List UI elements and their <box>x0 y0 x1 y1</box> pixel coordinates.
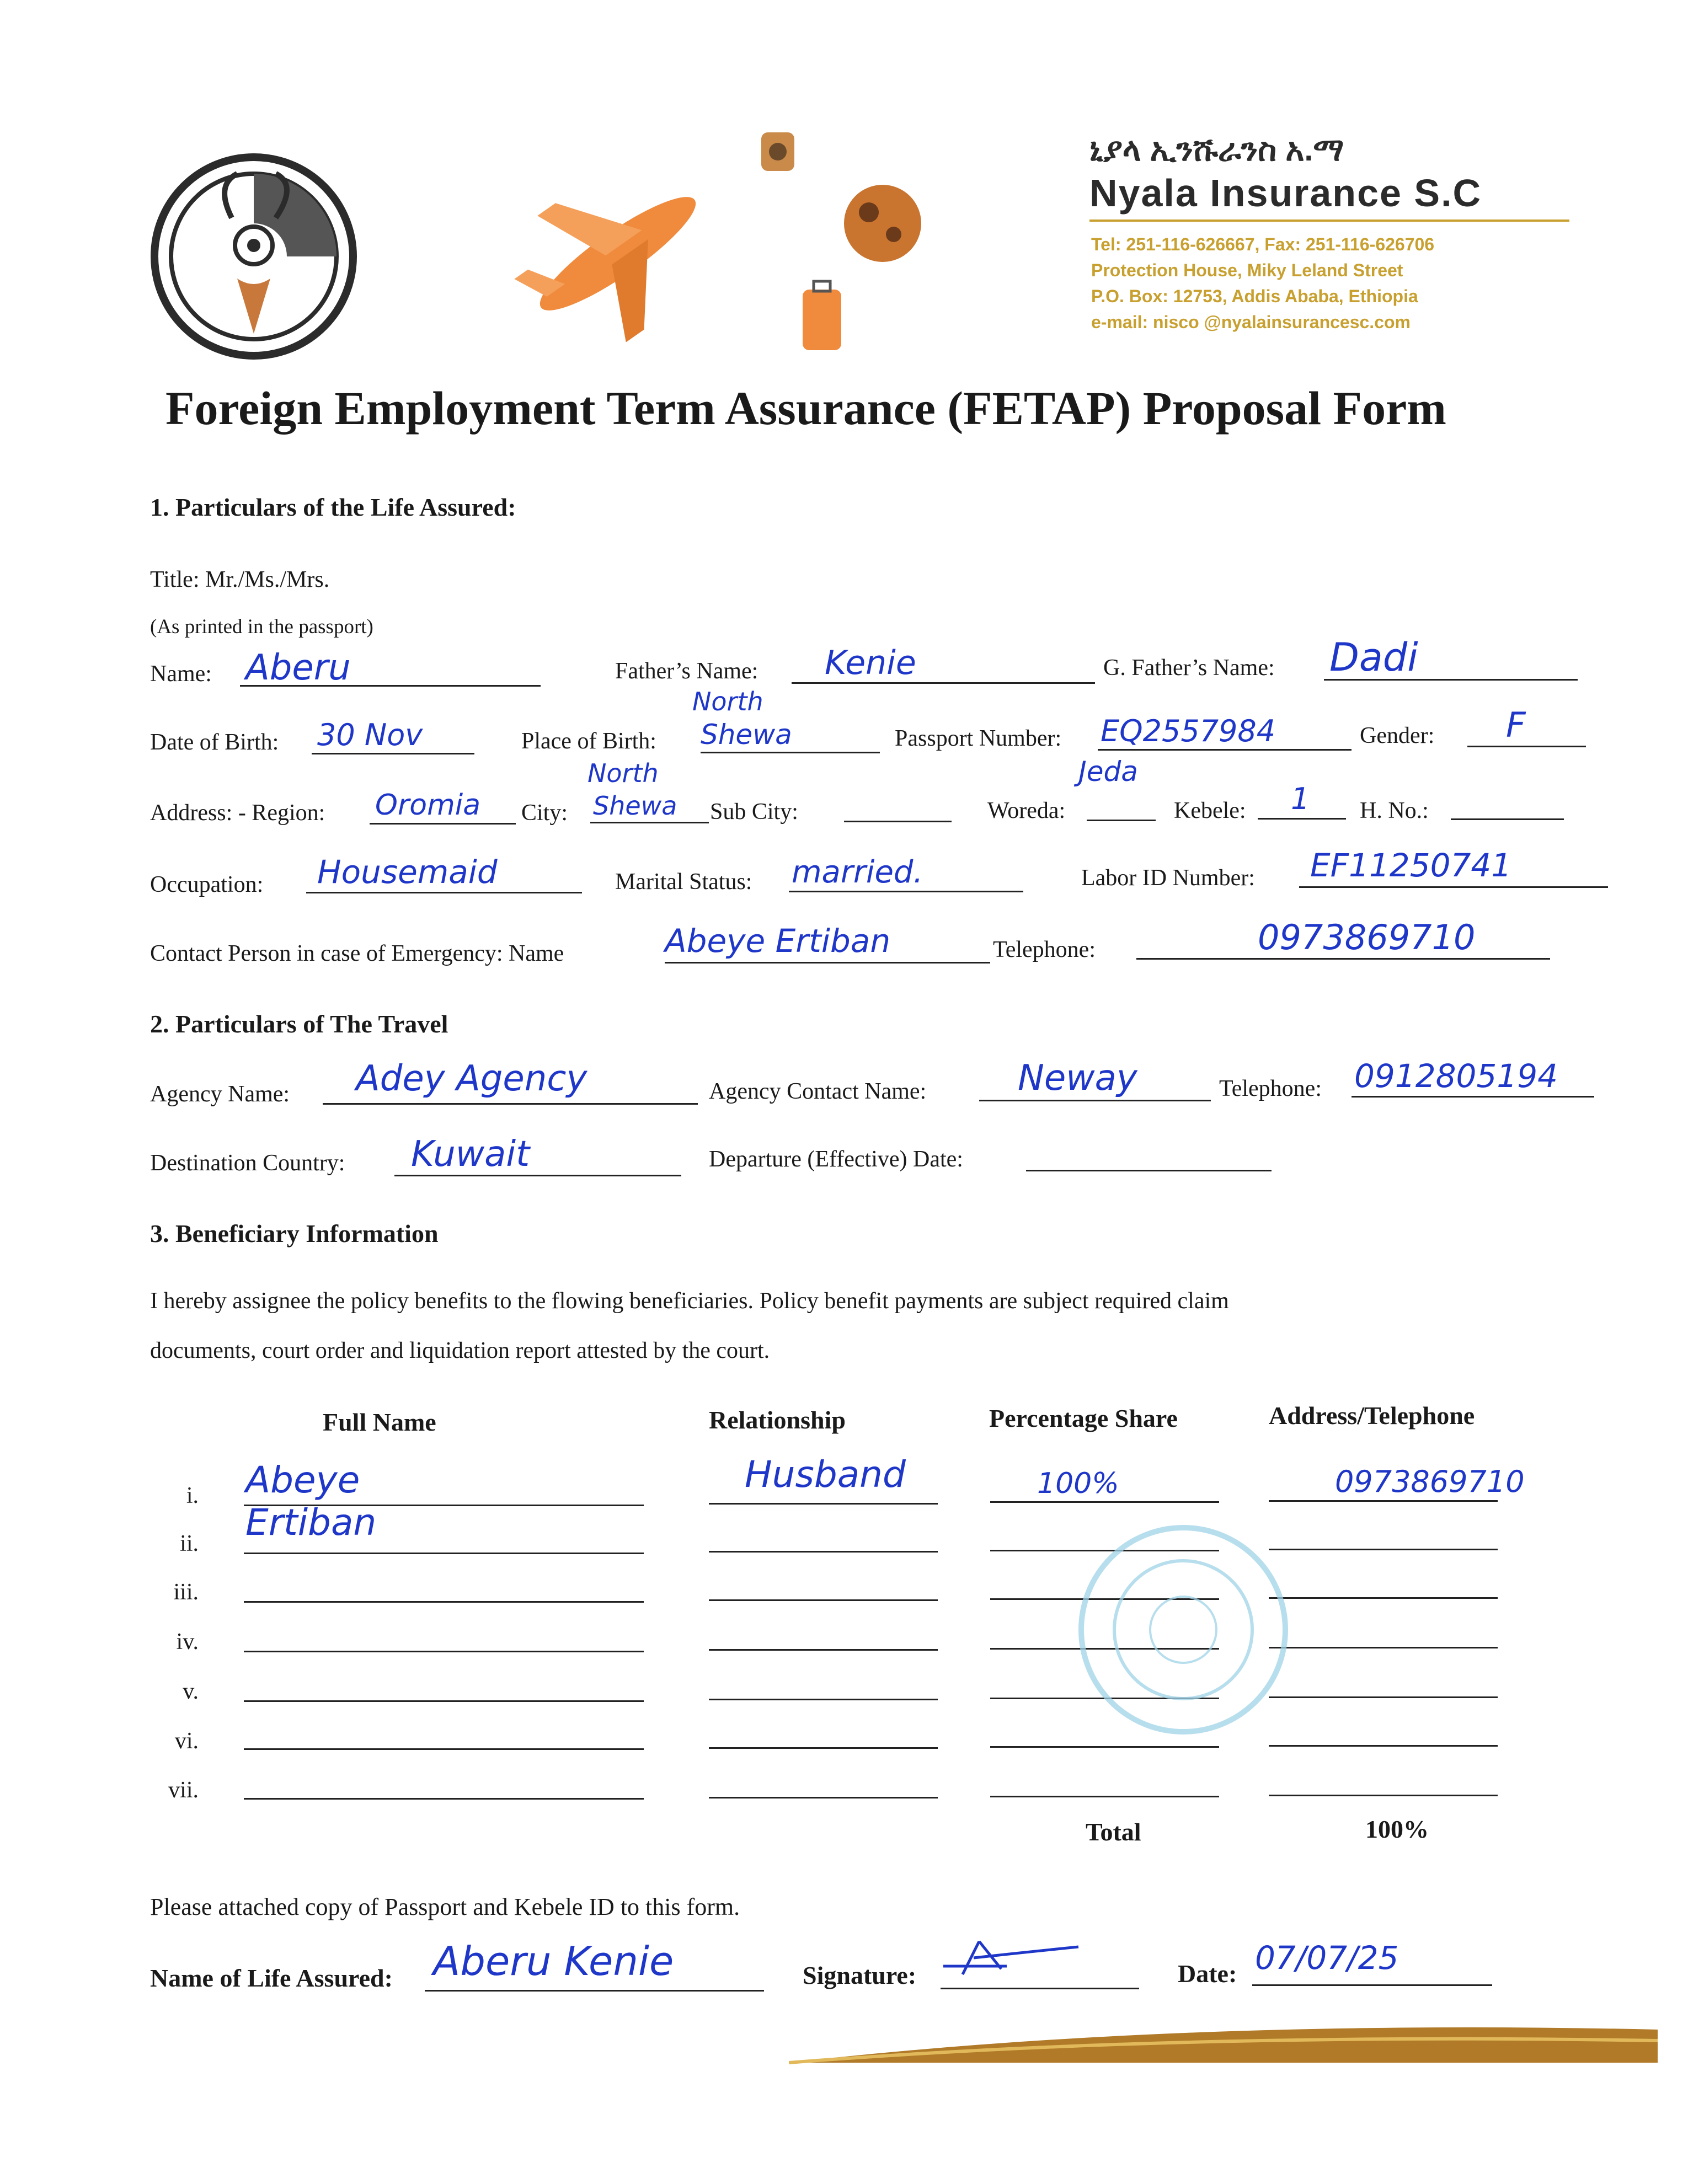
occupation-value: Housemaid <box>317 853 498 891</box>
marital-status-value: married. <box>792 854 923 890</box>
globe-icon <box>838 179 927 267</box>
beneficiary-share-field[interactable] <box>990 1796 1219 1797</box>
agency-telephone-value: 0912805194 <box>1354 1057 1558 1095</box>
occupation-label: Occupation: <box>150 872 264 897</box>
row-number: iv. <box>176 1629 199 1655</box>
footer-swoosh <box>789 2024 1671 2068</box>
name-field[interactable] <box>240 647 541 688</box>
signature-mark <box>941 1936 1106 1980</box>
contact-street: Protection House, Miky Leland Street <box>1091 260 1403 280</box>
subcity-label: Sub City: <box>710 799 798 825</box>
signature-field[interactable] <box>941 1947 1139 1989</box>
beneficiary-relationship-value: Husband <box>745 1453 906 1496</box>
pob-label: Place of Birth: <box>521 729 656 754</box>
beneficiary-relationship-field[interactable] <box>709 1699 938 1700</box>
beneficiary-relationship-field[interactable] <box>709 1503 938 1505</box>
col-full-name: Full Name <box>323 1408 436 1436</box>
assignment-paragraph-line1: I hereby assignee the policy benefits to the flowing beneficiaries. Policy benefit payments are subject required claim <box>150 1288 1229 1314</box>
emergency-telephone-value: 0973869710 <box>1258 917 1476 957</box>
row-number: vii. <box>168 1778 199 1803</box>
region-label: Address: - Region: <box>150 800 325 826</box>
city-label: City: <box>521 800 568 826</box>
marital-status-field[interactable] <box>789 854 1023 892</box>
woreda-field[interactable] <box>1087 789 1156 821</box>
emergency-telephone-field[interactable] <box>1136 917 1550 960</box>
col-percentage-share: Percentage Share <box>989 1404 1178 1432</box>
agency-telephone-label: Telephone: <box>1219 1076 1322 1101</box>
beneficiary-address-field[interactable] <box>1269 1745 1498 1747</box>
beneficiary-name-field[interactable] <box>244 1798 644 1800</box>
title-label: Title: Mr./Ms./Mrs. <box>150 567 330 592</box>
date-label: Date: <box>1178 1960 1237 1988</box>
agency-contact-name-label: Agency Contact Name: <box>709 1079 927 1104</box>
beneficiary-relationship-field[interactable] <box>709 1797 938 1798</box>
signature-label: Signature: <box>803 1961 917 1989</box>
city-value: Shewa <box>593 791 677 821</box>
agency-contact-name-value: Neway <box>1018 1058 1137 1099</box>
beneficiary-name-field[interactable] <box>244 1651 644 1652</box>
airplane-icon <box>513 165 723 342</box>
beneficiary-address-field[interactable] <box>1269 1500 1498 1502</box>
section3-heading: 3. Beneficiary Information <box>150 1219 439 1248</box>
name-value: Aberu <box>245 647 351 688</box>
life-assured-label: Name of Life Assured: <box>150 1964 393 1992</box>
destination-country-field[interactable] <box>394 1134 681 1176</box>
company-name-underline <box>1089 220 1569 222</box>
section1-heading: 1. Particulars of the Life Assured: <box>150 493 516 521</box>
col-address-telephone: Address/Telephone <box>1269 1401 1475 1430</box>
destination-country-label: Destination Country: <box>150 1150 345 1176</box>
passport-note: (As printed in the passport) <box>150 615 373 638</box>
name-label: Name: <box>150 661 212 687</box>
kebele-value: 1 <box>1291 781 1310 816</box>
beneficiary-address-field[interactable] <box>1269 1795 1498 1796</box>
passport-number-value: EQ2557984 <box>1101 714 1276 748</box>
agency-stamp <box>1076 1522 1291 1737</box>
marital-status-label: Marital Status: <box>615 869 752 895</box>
total-label: Total <box>1086 1818 1141 1846</box>
emergency-name-value: Abeye Ertiban <box>665 922 891 960</box>
beneficiary-relationship-field[interactable] <box>709 1747 938 1749</box>
emergency-telephone-label: Telephone: <box>993 937 1096 962</box>
date-field[interactable] <box>1252 1939 1492 1986</box>
house-number-label: H. No.: <box>1360 798 1429 823</box>
beneficiary-address-field[interactable] <box>1269 1647 1498 1648</box>
gender-label: Gender: <box>1360 723 1435 748</box>
beneficiary-relationship-field[interactable] <box>709 1649 938 1651</box>
row-number: iii. <box>173 1580 199 1605</box>
attach-note: Please attached copy of Passport and Kebele ID to this form. <box>150 1893 740 1920</box>
passport-icon <box>753 124 803 176</box>
emergency-contact-label: Contact Person in case of Emergency: Name <box>150 941 564 966</box>
kebele-field[interactable] <box>1258 781 1346 820</box>
passport-number-label: Passport Number: <box>895 726 1062 751</box>
form-title: Foreign Employment Term Assurance (FETAP) Proposal Form <box>165 382 1446 435</box>
gfather-name-label: G. Father’s Name: <box>1103 655 1275 681</box>
beneficiary-name-field[interactable] <box>244 1553 644 1554</box>
beneficiary-relationship-field[interactable] <box>709 1599 938 1601</box>
region-value: Oromia <box>375 789 481 822</box>
total-value: 100% <box>1365 1815 1429 1843</box>
row-number: v. <box>183 1679 199 1704</box>
beneficiary-address-field[interactable] <box>1269 1549 1498 1550</box>
beneficiary-address-field[interactable] <box>1269 1597 1498 1599</box>
beneficiary-name-value: Abeye Ertiban <box>245 1459 377 1544</box>
luggage-icon <box>794 279 850 356</box>
life-assured-value: Aberu Kenie <box>433 1938 674 1984</box>
father-name-value: Kenie <box>825 644 916 682</box>
row-number: vi. <box>174 1728 199 1754</box>
gender-field[interactable] <box>1467 705 1586 747</box>
beneficiary-relationship-field[interactable] <box>709 1551 938 1553</box>
labor-id-value: EF11250741 <box>1310 847 1512 884</box>
col-relationship: Relationship <box>709 1406 846 1434</box>
pob-value-top: North <box>692 687 763 716</box>
woreda-label: Woreda: <box>987 798 1066 823</box>
labor-id-label: Labor ID Number: <box>1081 865 1255 891</box>
pob-field[interactable] <box>701 719 880 753</box>
company-amharic-name: ኒያላ ኢንሹራንስ አ.ማ <box>1089 132 1344 168</box>
beneficiary-name-field[interactable] <box>244 1748 644 1750</box>
assignment-paragraph-line2: documents, court order and liquidation report attested by the court. <box>150 1338 770 1363</box>
contact-pobox: P.O. Box: 12753, Addis Ababa, Ethiopia <box>1091 286 1418 306</box>
beneficiary-share-value: 100% <box>1037 1467 1119 1500</box>
passport-number-field[interactable] <box>1098 714 1352 751</box>
emergency-name-field[interactable] <box>665 922 990 963</box>
departure-date-label: Departure (Effective) Date: <box>709 1147 963 1172</box>
region-field[interactable] <box>370 790 516 825</box>
agency-name-value: Adey Agency <box>356 1058 587 1099</box>
woreda-value: Jeda <box>1078 756 1138 788</box>
date-value: 07/07/25 <box>1255 1939 1399 1977</box>
beneficiary-name-field[interactable] <box>244 1601 644 1603</box>
departure-date-field[interactable] <box>1026 1138 1272 1171</box>
house-number-field[interactable] <box>1451 788 1564 820</box>
occupation-field[interactable] <box>306 853 582 893</box>
kebele-label: Kebele: <box>1174 798 1246 823</box>
company-logo <box>149 152 359 361</box>
father-name-field[interactable] <box>792 644 1095 684</box>
company-name: Nyala Insurance S.C <box>1089 172 1482 215</box>
beneficiary-share-field[interactable] <box>990 1501 1219 1503</box>
agency-name-field[interactable] <box>323 1058 698 1105</box>
gfather-name-value: Dadi <box>1329 635 1418 680</box>
dob-field[interactable] <box>312 720 474 754</box>
beneficiary-name-field[interactable] <box>244 1700 644 1702</box>
row-number: ii. <box>180 1531 199 1556</box>
gfather-name-field[interactable] <box>1324 635 1578 681</box>
dob-label: Date of Birth: <box>150 730 279 755</box>
agency-telephone-field[interactable] <box>1352 1057 1594 1098</box>
section2-heading: 2. Particulars of The Travel <box>150 1010 448 1038</box>
life-assured-field[interactable] <box>425 1938 764 1992</box>
father-name-label: Father’s Name: <box>615 659 758 684</box>
dob-value: 30 Nov <box>317 718 423 752</box>
beneficiary-address-field[interactable] <box>1269 1696 1498 1698</box>
contact-phone: Tel: 251-116-626667, Fax: 251-116-626706 <box>1091 234 1435 254</box>
city-field[interactable] <box>590 790 709 823</box>
row-number: i. <box>186 1483 199 1508</box>
subcity-field[interactable] <box>844 790 952 822</box>
contact-email: e-mail: nisco @nyalainsurancesc.com <box>1091 312 1411 332</box>
destination-country-value: Kuwait <box>411 1134 530 1175</box>
company-contact <box>1091 232 1434 335</box>
pob-value: Shewa <box>701 719 792 751</box>
beneficiary-address-value: 0973869710 <box>1335 1464 1525 1499</box>
agency-contact-name-field[interactable] <box>979 1058 1211 1101</box>
agency-name-label: Agency Name: <box>150 1082 290 1107</box>
city-value-top: North <box>587 758 659 788</box>
labor-id-field[interactable] <box>1299 847 1608 888</box>
beneficiary-share-field[interactable] <box>990 1746 1219 1748</box>
gender-value: F <box>1506 705 1526 745</box>
